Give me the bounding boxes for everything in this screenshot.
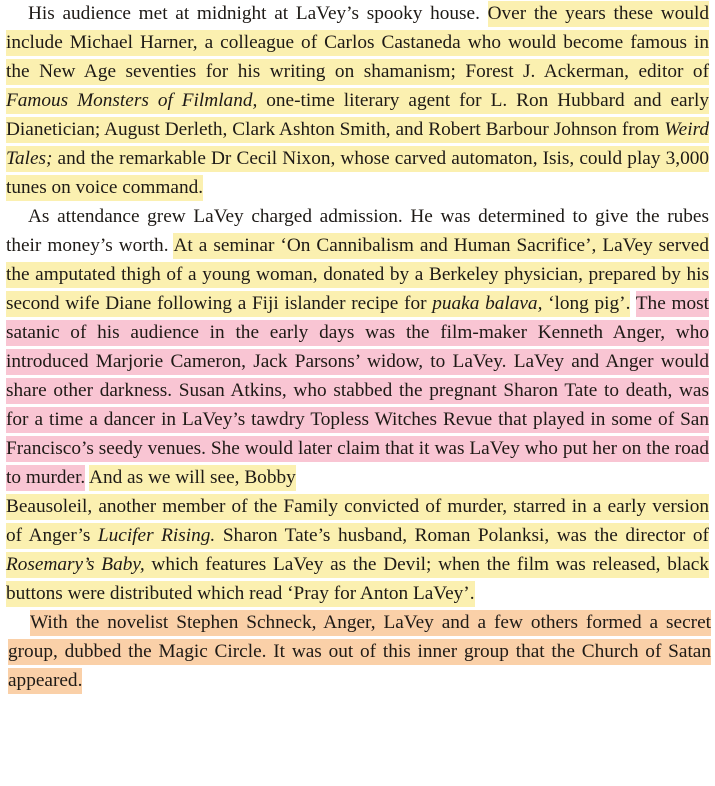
p1-highlight-text-c: and the remarkable Dr Cecil Nixon, whose carved automaton, Isis, could play 3,000 tunes on voice command. [6,148,709,198]
yellow-highlight-3-continued[interactable] [6,494,709,607]
paragraph-2 [6,202,709,492]
dish-name-puaka-balava: puaka balava, [432,293,543,314]
magazine-title-weird-tales: Weird Tales; [6,119,709,169]
p1-highlight-text-b: one-time literary agent for L. Ron Hubbard and early Dianetician; August Derleth, Clark Ashton Smith, and Robert Barbour Johnson from [6,90,709,140]
magazine-title-famous-monsters: Famous Monsters of Filmland, [6,90,258,111]
p3-highlight-text-c: which features LaVey as the Devil; when the film was released, black buttons were distributed which read ‘Pray for Anton LaVey’. [6,554,709,604]
paragraph-1 [6,0,709,202]
p2-highlight-text-b: ‘long pig’. [542,293,631,314]
paragraph-3 [6,492,709,608]
p3-highlight-text-b: Sharon Tate’s husband, Roman Polanksi, was the director of [215,525,709,546]
p2-highlight-text-a: At a seminar ‘On Cannibalism and Human Sacrifice’, LaVey served the amputated thigh of a young woman, donated by a Berkeley physician, prepared by his second wife Diane following a Fiji islander recipe for [6,235,709,314]
p1-plain-text: His audience met at midnight at LaVey’s spooky house. [28,3,488,24]
pink-highlight[interactable]: The most satanic of his audience in the early days was the film-maker Kenneth Anger, who introduced Marjorie Cameron, Jack Parsons’ widow, to LaVey. LaVey and Anger would share other darkness. Susan Atkins, who stabbed the pregnant Sharon Tate to death, was for a time a dancer in LaVey’s tawdry Topless Witches Revue that played in some of San Francisco’s seedy venues. She would later claim that it was LaVey who put her on the road to murder. [6,291,709,491]
book-page [6,0,709,695]
p3-highlight-text-a: Beausoleil, another member of the Family convicted of murder, starred in a early version of Anger’s [6,496,709,546]
film-title-lucifer-rising: Lucifer Rising. [97,525,216,546]
yellow-highlight-1[interactable] [6,1,709,201]
p1-highlight-text-a: Over the years these would include Michael Harner, a colleague of Carlos Castaneda who would become famous in the New Age seventies for his writing on shamanism; Forest J. Ackerman, editor of [6,3,709,82]
orange-highlight[interactable]: With the novelist Stephen Schneck, Anger, LaVey and a few others formed a secret group, dubbed the Magic Circle. It was out of this inner group that the Church of Satan appeared. [8,610,711,694]
yellow-highlight-3-start[interactable]: And as we will see, Bobby [89,465,296,491]
p2-plain-text: As attendance grew LaVey charged admission. He was determined to give the rubes their money’s worth. [6,206,709,256]
paragraph-4 [8,608,711,695]
film-title-rosemarys-baby: Rosemary’s Baby, [6,554,145,575]
